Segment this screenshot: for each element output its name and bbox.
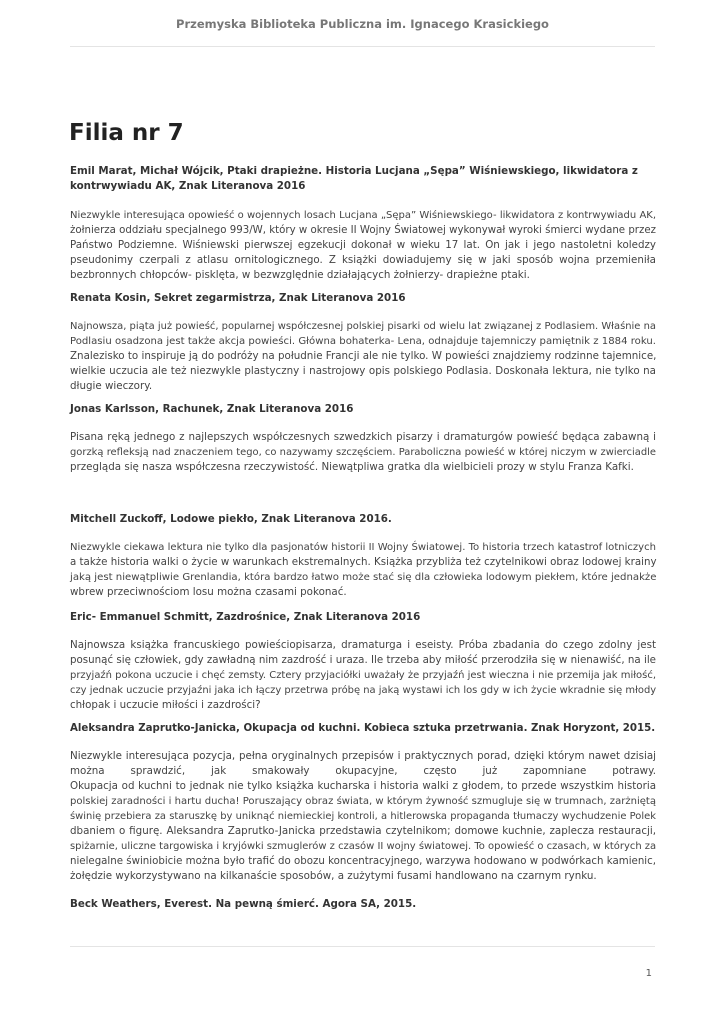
text-line: spiżarnie, uliczne targowiska i kryjówki szmuglerów z czasów II wojny światowej. To opowieść o czasach, w których za bbox=[70, 841, 657, 852]
library-header: Przemyska Biblioteka Publiczna im. Ignacego Krasickiego bbox=[176, 17, 549, 31]
text-line: bezbronnych chłopców- pisklęta, w bezwzględnie działających żołnierzy- drapieżne ptaki. bbox=[70, 269, 530, 281]
text-line: nielegalne świniobicie można było trafić do obozu koncentracyjnego, warzywa hodowano w podwórkach kamienic, bbox=[70, 856, 656, 867]
text-line: pseudonimy czerpali z atlasu ornitologicznego. Z książki dowiadujemy się w jaki sposób wojna przemieniła bbox=[70, 254, 656, 266]
text-line: Mitchell Zuckoff, Lodowe piekło, Znak Literanova 2016. bbox=[70, 513, 392, 525]
text-line: Niezwykle ciekawa lektura nie tylko dla pasjonatów historii II Wojny Światowej. To historia trzech katastrof lotniczych bbox=[70, 542, 656, 553]
text-line: Eric- Emmanuel Schmitt, Zazdrośnice, Znak Literanova 2016 bbox=[70, 611, 421, 623]
text-line: chłopak i uczucie miłości i zazdrości? bbox=[70, 699, 261, 711]
book-heading bbox=[70, 164, 656, 194]
text-line: Aleksandra Zaprutko-Janicka, Okupacja od kuchni. Kobieca sztuka przetrwania. Znak Horyzont, 2015. bbox=[70, 723, 656, 734]
text-line: jaką jest niewątpliwie Grenlandia, która bardzo łatwo może stać się dla człowieka lodowym piekłem, które jednakże bbox=[70, 572, 657, 583]
text-line: przyjaźń pokona uczucie i chęć zemsty. Cztery przyjaciółki uważały że przyjaźń jest wieczna i nie przemija jak miłość, bbox=[70, 670, 656, 681]
text-line: czy jednak uczucie przyjaźni jaka ich łączy przetrwa próbę na jaką wystawi ich los gdy w ich życie wkradnie się młody bbox=[70, 685, 657, 696]
book-heading bbox=[70, 610, 656, 625]
text-line: wielkie uczucia ale też niezwykle plastyczny i nastrojowy opis polskiego Podlasia. Doskonała lektura, nie tylko na bbox=[70, 365, 656, 377]
text-line: można sprawdzić, jak smakowały okupacyjne, często już zapomniane potrawy. bbox=[70, 765, 656, 777]
text-line: Niezwykle interesująca pozycja, pełna oryginalnych przepisów i praktycznych porad, dzięki którym nawet dzisiaj bbox=[70, 750, 656, 762]
text-line: Niezwykle interesująca opowieść o wojennych losach Lucjana „Sępa” Wiśniewskiego- likwidatora z kontrwywiadu AK, bbox=[70, 210, 656, 221]
text-line: Emil Marat, Michał Wójcik, Ptaki drapieżne. Historia Lucjana „Sępa” Wiśniewskiego, likwidatora z bbox=[70, 165, 638, 177]
text-line: kontrwywiadu AK, Znak Literanova 2016 bbox=[70, 180, 306, 192]
text-line: Renata Kosin, Sekret zegarmistrza, Znak Literanova 2016 bbox=[70, 292, 406, 304]
text-line: Państwo Podziemne. Wiśniewski pierwszej egzekucji dokonał w wieku 17 lat. On jak i jego nastoletni koledzy bbox=[70, 239, 656, 251]
text-line: wbrew przeciwnościom losu można czasami pokonać. bbox=[70, 586, 347, 598]
text-line: Jonas Karlsson, Rachunek, Znak Literanova 2016 bbox=[70, 403, 354, 415]
page-title: Filia nr 7 bbox=[69, 120, 184, 146]
text-line: Beck Weathers, Everest. Na pewną śmierć. Agora SA, 2015. bbox=[70, 898, 417, 910]
footer-divider bbox=[70, 946, 655, 947]
book-description bbox=[70, 430, 656, 475]
text-line: żołędzie wykorzystywano na kilkanaście sposobów, a zużytymi fusami handlowano na czarnym rynku. bbox=[70, 870, 597, 882]
text-line: świnię przebiera za staruszkę by uniknąć niemieckiej kontroli, a hitlerowska propaganda tłumaczy wychudzenie Polek bbox=[70, 811, 656, 822]
text-line: Pisana ręką jednego z najlepszych współczesnych szwedzkich pisarzy i dramaturgów powieść będąca zabawną i bbox=[70, 431, 656, 443]
text-line: gorzką refleksją nad znaczeniem tego, co nazywamy szczęściem. Paraboliczna powieść w której niczym w zwierciadle bbox=[70, 447, 656, 458]
header-divider bbox=[70, 46, 655, 47]
book-heading bbox=[70, 291, 656, 306]
book-heading bbox=[70, 402, 656, 417]
book-description bbox=[70, 208, 656, 283]
text-line: posunąć się człowiek, gdy zawładną nim zazdrość i uraza. Ile trzeba aby miłość przerodziła się w nienawiść, na ile bbox=[70, 654, 656, 666]
text-line: a także historia walki o życie w warunkach ekstremalnych. Książka przybliża też czytelnikowi obraz lodowej krainy bbox=[70, 556, 657, 568]
text-line: długie wieczory. bbox=[70, 380, 153, 392]
book-description bbox=[70, 540, 656, 600]
text-line: przegląda się nasza współczesna rzeczywistość. Niewątpliwa gratka dla wielbicieli prozy w stylu Franza Kafki. bbox=[70, 461, 634, 473]
book-heading bbox=[70, 512, 656, 527]
book-heading bbox=[70, 721, 656, 736]
text-line: Podlasiu osadzona jest także akcja powieści. Główna bohaterka- Lena, odnajduje tajemniczy pamiętnik z 1884 roku. bbox=[70, 336, 656, 347]
page-number: 1 bbox=[645, 968, 652, 979]
book-heading bbox=[70, 897, 656, 912]
text-line: Okupacja od kuchni to jednak nie tylko książka kucharska i historia walki z głodem, to przede wszystkim historia bbox=[70, 780, 656, 792]
text-line: Znalezisko to inspiruje ją do podróży na południe Francji ale nie tylko. W powieści znajdziemy rodzinne tajemnice, bbox=[70, 350, 657, 362]
text-line: dbaniem o figurę. Aleksandra Zaprutko-Janicka przedstawia czytelnikom; domowe kuchnie, zaplecza restauracji, bbox=[70, 825, 656, 837]
text-line: polskiej zaradności i hartu ducha! Poruszający obraz świata, w którym żywność szmugluje się w trumnach, zarżniętą bbox=[70, 796, 656, 807]
book-description bbox=[70, 319, 656, 394]
text-line: żołnierza oddziału specjalnego 993/W, który w okresie II Wojny Światowej wykonywał wyroki śmierci wydane przez bbox=[70, 225, 656, 236]
text-line: Najnowsza książka francuskiego powieściopisarza, dramaturga i eseisty. Próba zbadania do czego zdolny jest bbox=[70, 639, 656, 651]
text-line: Najnowsza, piąta już powieść, popularnej współczesnej polskiej pisarki od wielu lat związanej z Podlasiem. Właśnie na bbox=[70, 321, 656, 332]
book-description bbox=[70, 638, 656, 713]
book-description bbox=[70, 749, 656, 884]
